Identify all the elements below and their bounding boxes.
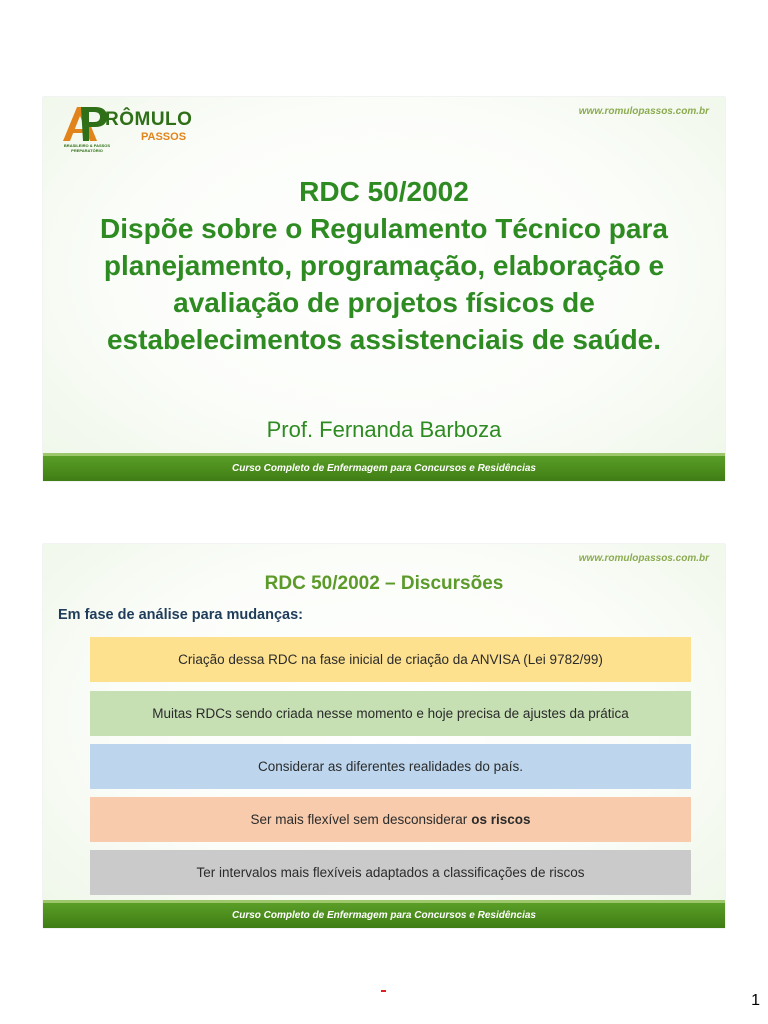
point-text-bold: os riscos	[471, 812, 531, 827]
logo-passos-text: PASSOS	[141, 131, 187, 143]
title-line: Dispõe sobre o Regulamento Técnico para	[100, 213, 668, 244]
point-box	[90, 744, 691, 789]
footer-bar	[43, 456, 725, 481]
point-text: Criação dessa RDC na fase inicial de criação da ANVISA (Lei 9782/99)	[178, 652, 603, 667]
point-text: Muitas RDCs sendo criada nesse momento e hoje precisa de ajustes da prática	[152, 706, 629, 721]
point-box	[90, 797, 691, 842]
slide-1	[43, 97, 725, 481]
red-mark	[381, 990, 386, 992]
romulo-passos-logo	[59, 103, 199, 155]
point-box	[90, 637, 691, 682]
logo-tagline: BRASILEIRO & PASSOS PREPARATÓRIO	[63, 143, 111, 153]
point-text: Ser mais flexível sem desconsiderar	[250, 812, 468, 827]
title-line: planejamento, programação, elaboração e	[103, 250, 665, 281]
slide-2-title: RDC 50/2002 – Discursões	[264, 573, 504, 594]
page-number: 1	[751, 992, 760, 1009]
author-name: Prof. Fernanda Barboza	[266, 417, 502, 442]
footer-text: Curso Completo de Enfermagem para Concursos e Residências	[232, 910, 536, 921]
site-url: www.romulopassos.com.br	[578, 553, 709, 564]
title-line: avaliação de projetos físicos de	[173, 287, 595, 318]
footer-text: Curso Completo de Enfermagem para Concursos e Residências	[232, 463, 536, 474]
footer-bar	[43, 903, 725, 928]
title-line: estabelecimentos assistenciais de saúde.	[106, 324, 662, 355]
slide-2-subtitle: Em fase de análise para mudanças:	[58, 607, 303, 623]
rp-monogram-icon	[59, 103, 109, 145]
point-box	[90, 691, 691, 736]
point-box	[90, 850, 691, 895]
point-text: Ter intervalos mais flexíveis adaptados a classificações de riscos	[196, 865, 585, 880]
point-text: Considerar as diferentes realidades do país.	[258, 759, 523, 774]
slide-2	[43, 544, 725, 928]
logo-romulo-text: RÔMULO	[105, 109, 193, 130]
site-url: www.romulopassos.com.br	[578, 106, 709, 117]
slide-1-title	[43, 173, 725, 358]
title-line: RDC 50/2002	[299, 176, 469, 207]
